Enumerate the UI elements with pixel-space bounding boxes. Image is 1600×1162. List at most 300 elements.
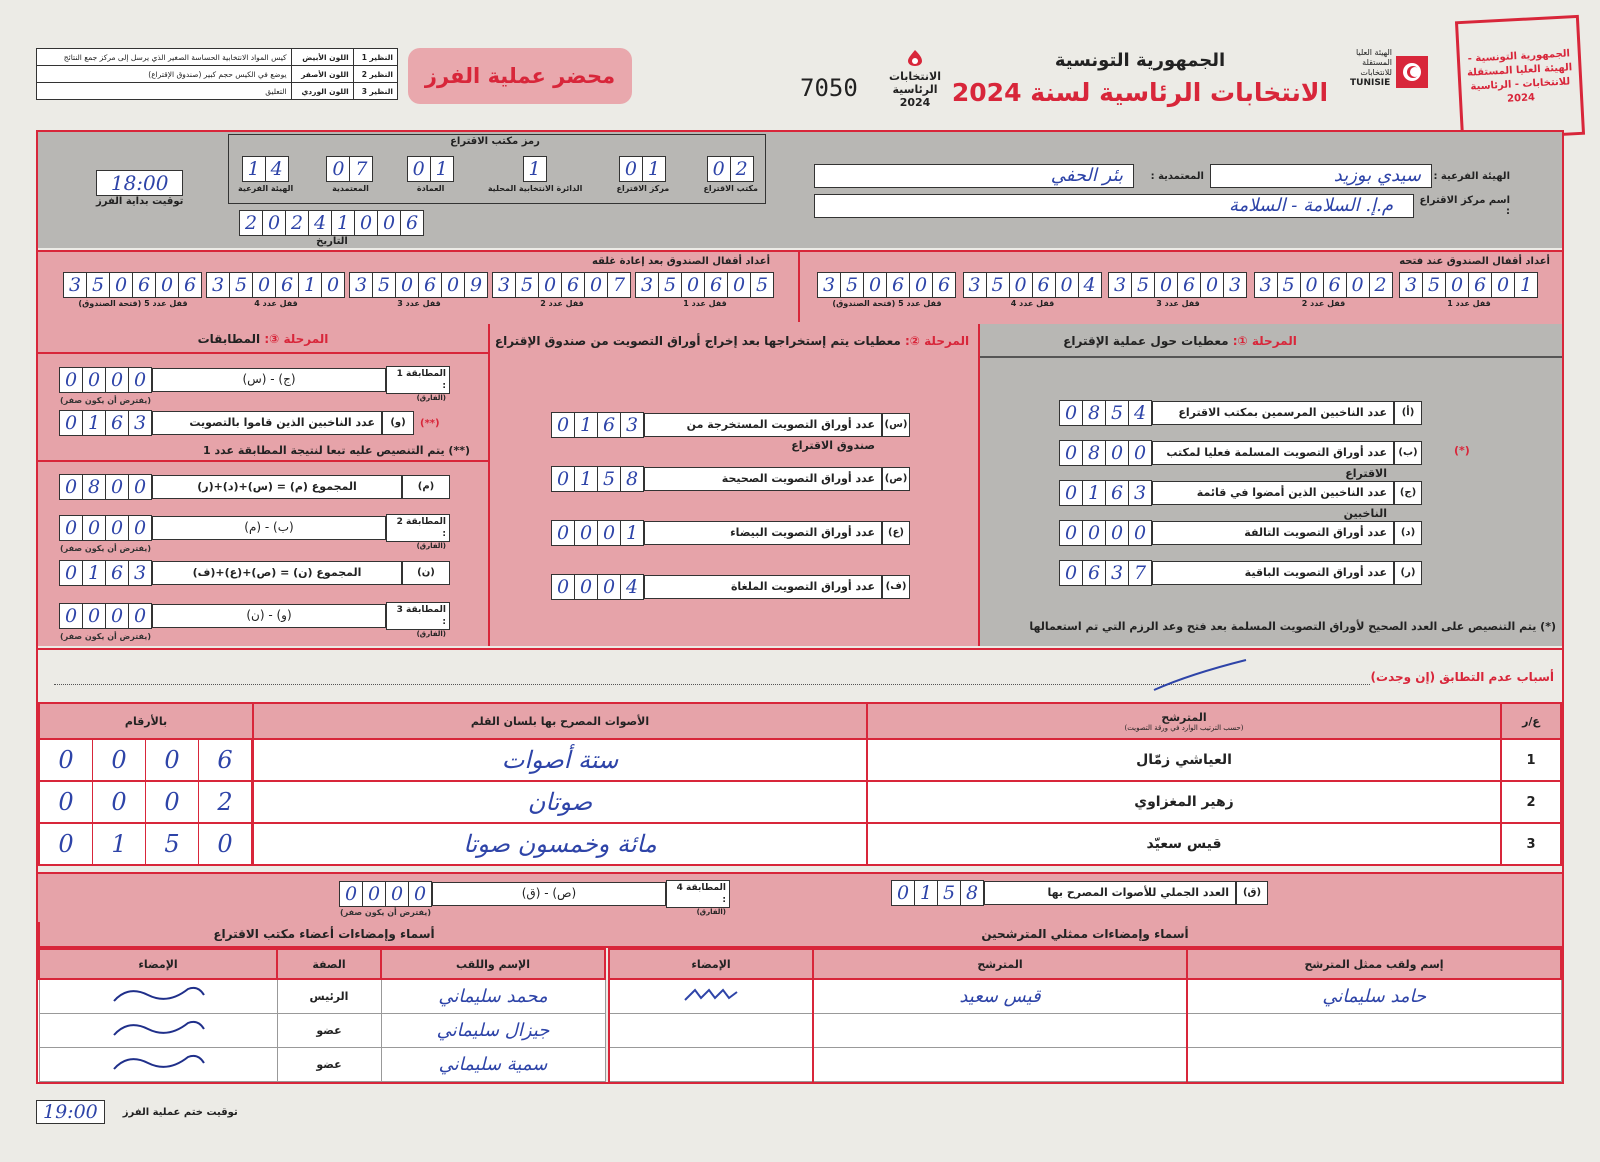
stage3-title-text: المطابقات <box>197 332 261 346</box>
form-title-banner <box>408 48 632 104</box>
code-value <box>617 156 670 182</box>
digit-box: 1 <box>298 272 322 298</box>
official-stamp <box>1455 15 1585 141</box>
digit-box: 5 <box>937 880 961 906</box>
stage-row-value <box>552 466 644 492</box>
code-label: مركز الاقتراع <box>616 184 670 193</box>
rep-name: حامد سليماني <box>1187 979 1561 1013</box>
code-field <box>617 156 670 193</box>
totals-row <box>38 872 1562 924</box>
digit-box: 3 <box>817 272 841 298</box>
digit-box: 0 <box>362 881 386 907</box>
stage2-title-text: معطيات يتم إستخراجها بعد إخراج أوراق التصويت من صندوق الإقتراع <box>494 334 901 348</box>
digit-box: 1 <box>242 156 266 182</box>
seals-close <box>64 272 774 308</box>
digit-box: 6 <box>1082 560 1106 586</box>
center-value: م.إ. السلامة - السلامة <box>814 194 1414 218</box>
digit-box: 1 <box>574 412 598 438</box>
copy-row <box>37 49 398 66</box>
seal-field <box>1255 272 1393 308</box>
result-row <box>39 823 1561 865</box>
code-value <box>488 156 583 182</box>
digit-box: 0 <box>1300 272 1324 298</box>
match1-note: (يفترض أن يكون صفر) <box>60 396 151 405</box>
result-digit: 0 <box>93 740 146 780</box>
digit-box: 0 <box>538 272 562 298</box>
stage-row <box>1060 440 1422 480</box>
voters-label: عدد الناخبين الذين قاموا بالتصويت <box>152 411 382 435</box>
digit-box: 0 <box>82 603 106 629</box>
seal-value <box>350 272 488 298</box>
digit-box: 6 <box>597 412 621 438</box>
stage-row-key: (ص) <box>882 467 910 491</box>
code-label: مكتب الاقتراع <box>703 184 758 193</box>
total-votes-label: العدد الجملي للأصوات المصرح بها <box>984 881 1236 905</box>
digit-box: 0 <box>377 210 401 236</box>
voters-mark: (**) <box>420 417 440 429</box>
members-col-1: الصفة <box>277 949 381 979</box>
form-number: 7050 <box>800 74 858 102</box>
digit-box: 3 <box>128 410 152 436</box>
digit-box: 1 <box>430 156 454 182</box>
digit-box: 6 <box>105 560 129 586</box>
stage2-title <box>492 334 972 348</box>
member-row <box>39 979 605 1014</box>
digit-box: 0 <box>1059 440 1083 466</box>
date-label: التاريخ <box>316 236 348 247</box>
result-candidate: قيس سعيّد <box>867 823 1501 865</box>
digit-box: 0 <box>1445 272 1469 298</box>
copies-table <box>36 48 398 100</box>
match1-label-box <box>386 366 450 402</box>
digit-box: 1 <box>82 560 106 586</box>
sum-n-formula: المجموع (ن) = (ص)+(ع)+(ف) <box>152 561 402 585</box>
match3-diff: (الفارق) <box>416 630 446 638</box>
stage-row-key: (ف) <box>882 575 910 599</box>
seal-value <box>493 272 631 298</box>
flame-icon <box>906 50 924 66</box>
result-candidate: زهير المغزاوي <box>867 781 1501 823</box>
digit-box: 5 <box>1105 400 1129 426</box>
match4-label: المطابقة 4 : <box>676 883 726 905</box>
result-digit: 0 <box>40 740 93 780</box>
result-words: ستة أصوات <box>253 739 867 781</box>
digit-box: 3 <box>63 272 87 298</box>
digit-box: 0 <box>574 574 598 600</box>
digit-box: 7 <box>607 272 631 298</box>
seal-value <box>64 272 202 298</box>
seal-field <box>493 272 631 308</box>
stage1-title-text: معطيات حول عملية الإقتراع <box>1063 334 1229 348</box>
seals-close-title: أعداد أقفال الصندوق بعد إعادة غلقه <box>591 256 770 267</box>
digit-box: 4 <box>265 156 289 182</box>
copy-num: النظير 1 <box>353 49 397 66</box>
digit-box: 0 <box>128 367 152 393</box>
total-votes-key: (ق) <box>1236 881 1268 905</box>
digit-box: 1 <box>620 520 644 546</box>
isie-logo-ar: الهيئة العليا المستقلة للانتخابات <box>1355 48 1392 77</box>
copy-row <box>37 66 398 83</box>
match4-label-box <box>666 880 730 916</box>
stage-row-value <box>1060 560 1152 586</box>
date-field <box>240 210 424 247</box>
stage-row-label: عدد أوراق التصويت المستخرجة من صندوق الاقتراع <box>644 413 882 437</box>
match2-note: (يفترض أن يكون صفر) <box>60 544 151 553</box>
seal-label: قفل عدد 5 (فتحة الصندوق) <box>832 299 942 308</box>
stage1-prefix: المرحلة ①: <box>1232 334 1297 348</box>
code-field <box>327 156 373 193</box>
digit-box: 3 <box>1128 480 1152 506</box>
stage1-title <box>980 334 1380 348</box>
digit-box: 6 <box>400 210 424 236</box>
digit-box: 0 <box>59 367 83 393</box>
digit-box: 6 <box>275 272 299 298</box>
results-table <box>38 702 1562 866</box>
digit-box: 0 <box>1059 560 1083 586</box>
match3-formula: (و) - (ن) <box>152 604 386 628</box>
rep-candidate <box>813 1013 1187 1047</box>
digit-box: 5 <box>515 272 539 298</box>
digit-box: 3 <box>1223 272 1247 298</box>
rep-signature <box>609 1047 813 1081</box>
digit-box: 2 <box>730 156 754 182</box>
stage-row <box>552 466 910 492</box>
result-candidate: العياشي زمّال <box>867 739 1501 781</box>
digit-box: 6 <box>132 272 156 298</box>
match3-note: (يفترض أن يكون صفر) <box>60 632 151 641</box>
stage-row-value <box>552 574 644 600</box>
result-digit: 1 <box>93 824 146 864</box>
seal-field <box>636 272 774 308</box>
digit-box: 0 <box>1346 272 1370 298</box>
results-col-digits: بالأرقام <box>39 703 253 739</box>
digit-box: 5 <box>372 272 396 298</box>
stage-row-label: عدد الناخبين المرسمين بمكتب الاقتراع <box>1152 401 1394 425</box>
digit-box: 3 <box>206 272 230 298</box>
stage-row-value <box>552 412 644 438</box>
digit-box: 5 <box>1422 272 1446 298</box>
digit-box: 0 <box>128 515 152 541</box>
digit-box: 5 <box>597 466 621 492</box>
sub-authority-label: الهيئة الفرعية : <box>1433 170 1510 182</box>
digit-box: 2 <box>239 210 263 236</box>
result-words: مائة وخمسون صوتا <box>253 823 867 865</box>
code-value <box>238 156 293 182</box>
total-votes-row <box>892 880 1268 906</box>
result-digit: 0 <box>199 824 252 864</box>
digit-box: 0 <box>909 272 933 298</box>
stage-row-label: عدد أوراق التصويت الباقية <box>1152 561 1394 585</box>
stage3-title <box>40 332 486 346</box>
digit-box: 0 <box>59 474 83 500</box>
rep-candidate <box>813 1047 1187 1081</box>
results-col-candidate <box>867 703 1501 739</box>
stage-row-label: عدد الناخبين الذين أمضوا في قائمة الناخبين <box>1152 481 1394 505</box>
stage2-rows <box>552 412 910 628</box>
digit-box: 0 <box>1491 272 1515 298</box>
result-row <box>39 739 1561 781</box>
digit-box: 1 <box>914 880 938 906</box>
stage-row-key: (د) <box>1394 521 1422 545</box>
match4-note: (يفترض أن يكون صفر) <box>340 908 431 917</box>
digit-box: 1 <box>82 410 106 436</box>
digit-box: 0 <box>619 156 643 182</box>
result-words: صوتان <box>253 781 867 823</box>
match2-formula: (ب) - (م) <box>152 516 386 540</box>
digit-box: 0 <box>574 520 598 546</box>
digit-box: 6 <box>1177 272 1201 298</box>
digit-box: 5 <box>986 272 1010 298</box>
match3-digits <box>60 603 152 629</box>
digit-box: 0 <box>681 272 705 298</box>
seal-field <box>1400 272 1538 308</box>
copy-color: اللون الأبيض <box>291 49 353 66</box>
digit-box: 0 <box>105 515 129 541</box>
sub-authority-value: سيدي بوزيد <box>1210 164 1432 188</box>
stage-row <box>1060 480 1422 520</box>
digit-box: 0 <box>597 574 621 600</box>
result-digit: 0 <box>40 824 93 864</box>
seal-value <box>1109 272 1247 298</box>
stage3-prefix: المرحلة ③: <box>264 332 329 346</box>
copy-color: اللون الأصفر <box>291 66 353 83</box>
member-row <box>39 1014 605 1048</box>
digit-box: 2 <box>1369 272 1393 298</box>
code-field <box>238 156 293 193</box>
rep-row <box>609 1047 1561 1081</box>
stage1-rows <box>1060 400 1422 600</box>
digit-box: 0 <box>395 272 419 298</box>
seals-open-title: أعداد أقفال الصندوق عند فتحه <box>1399 256 1550 267</box>
isie-logo-fr: TUNISIE <box>1350 78 1391 88</box>
republic-title: الجمهورية التونسية <box>1054 50 1226 71</box>
match2-label: المطابقة 2 : <box>396 517 446 539</box>
reps-col-0: إسم ولقب ممثل المترشح <box>1187 949 1561 979</box>
member-signature <box>39 1014 277 1048</box>
digit-box: 4 <box>620 574 644 600</box>
member-name: سمية سليماني <box>381 1048 605 1082</box>
rep-signature <box>609 979 813 1013</box>
total-votes-digits <box>892 880 984 906</box>
stage-row-value <box>1060 400 1152 426</box>
digit-box: 1 <box>523 156 547 182</box>
seal-field <box>207 272 345 308</box>
digit-box: 9 <box>464 272 488 298</box>
result-digits <box>39 781 253 823</box>
reps-table <box>608 948 1562 1082</box>
digit-box: 0 <box>1128 440 1152 466</box>
election-logo-text: الانتخابات الرئاسية 2024 <box>889 70 941 109</box>
result-digit: 2 <box>199 782 252 822</box>
stage-row-key: (ع) <box>882 521 910 545</box>
digit-box: 0 <box>1055 272 1079 298</box>
digit-box: 0 <box>155 272 179 298</box>
signature-icon <box>108 1015 208 1043</box>
stage-row-label: عدد أوراق التصويت البيضاء <box>644 521 882 545</box>
digit-box: 0 <box>59 603 83 629</box>
result-digit: 0 <box>146 782 199 822</box>
digit-box: 5 <box>1131 272 1155 298</box>
rep-candidate: قيس سعيد <box>813 979 1187 1013</box>
isie-logo <box>1350 48 1430 106</box>
digit-box: 0 <box>326 156 350 182</box>
digit-box: 1 <box>642 156 666 182</box>
digit-box: 0 <box>105 603 129 629</box>
match3-label-box <box>386 602 450 638</box>
digit-box: 0 <box>59 560 83 586</box>
election-logo <box>884 50 946 112</box>
copy-dest: يوضع في الكيس حجم كبير (صندوق الإقتراع) <box>37 66 292 83</box>
delegation-label: المعتمدية : <box>1150 170 1204 182</box>
digit-box: 1 <box>574 466 598 492</box>
stage-row-key: (ج) <box>1394 481 1422 505</box>
reps-title: أسماء وإمضاءات ممثلي المترشحين <box>608 922 1562 948</box>
digit-box: 0 <box>105 367 129 393</box>
stage-row-label: عدد أوراق التصويت الملغاة <box>644 575 882 599</box>
digit-box: 0 <box>551 412 575 438</box>
digit-box: 3 <box>635 272 659 298</box>
digit-box: 7 <box>349 156 373 182</box>
digit-box: 8 <box>620 466 644 492</box>
center-label: اسم مركز الاقتراع : <box>1419 195 1510 217</box>
sum-m-formula: المجموع (م) = (س)+(د)+(ر) <box>152 475 402 499</box>
digit-box: 2 <box>285 210 309 236</box>
digit-box: 3 <box>1399 272 1423 298</box>
seal-label: قفل عدد 4 <box>1010 299 1055 308</box>
results-col-candidate-sub: (حسب الترتيب الوارد في ورقة التصويت) <box>1124 723 1244 732</box>
digit-box: 3 <box>620 412 644 438</box>
member-name: جيزال سليماني <box>381 1014 605 1048</box>
digit-box: 0 <box>1105 520 1129 546</box>
end-time <box>36 1100 238 1124</box>
digit-box: 0 <box>551 520 575 546</box>
member-name: محمد سليماني <box>381 979 605 1014</box>
result-digit: 6 <box>199 740 252 780</box>
code-value <box>408 156 454 182</box>
digit-box: 5 <box>1277 272 1301 298</box>
stage-row <box>1060 400 1422 426</box>
member-row <box>39 1048 605 1082</box>
digit-box: 0 <box>727 272 751 298</box>
code-label: الهيئة الفرعية <box>238 184 294 193</box>
result-num: 2 <box>1501 781 1561 823</box>
digit-box: 1 <box>1082 480 1106 506</box>
seal-value <box>207 272 345 298</box>
result-row <box>39 781 1561 823</box>
end-time-value: 19:00 <box>36 1100 105 1124</box>
code-field <box>488 156 583 193</box>
seal-field <box>350 272 488 308</box>
digit-box: 0 <box>128 603 152 629</box>
digit-box: 6 <box>178 272 202 298</box>
stage-row-key: (ر) <box>1394 561 1422 585</box>
digit-box: 0 <box>59 515 83 541</box>
copy-row <box>37 83 398 100</box>
digit-box: 5 <box>750 272 774 298</box>
digit-box: 8 <box>960 880 984 906</box>
stage1-note: (*) يتم التنصيص على العدد الصحيح لأوراق التصويت المسلمة بعد فتح وعد الرزم التي تم استعمالها <box>1029 620 1556 633</box>
election-title: الانتخابات الرئاسية لسنة 2024 <box>951 78 1329 107</box>
voters-digits <box>60 410 152 436</box>
member-role: عضو <box>277 1048 381 1082</box>
sub-authority-field <box>1210 164 1510 188</box>
code-field <box>408 156 454 193</box>
stage-row-key: (أ) <box>1394 401 1422 425</box>
digit-box: 6 <box>1032 272 1056 298</box>
stage-row <box>1060 560 1422 586</box>
digit-box: 7 <box>1128 560 1152 586</box>
stage-row-value <box>552 520 644 546</box>
code-value <box>327 156 373 182</box>
match4-formula: (ص) - (ق) <box>432 882 666 906</box>
code-title: رمز مكتب الاقتراع <box>450 136 540 147</box>
digit-box: 0 <box>1009 272 1033 298</box>
copy-color: اللون الوردي <box>291 83 353 100</box>
center-field <box>814 194 1510 218</box>
digit-box: 5 <box>840 272 864 298</box>
stage-row-key: (ب) <box>1394 441 1422 465</box>
result-digit: 0 <box>146 740 199 780</box>
seal-label: قفل عدد 1 <box>1447 299 1491 308</box>
sum-m-row <box>60 474 450 500</box>
result-digit: 5 <box>146 824 199 864</box>
start-time-label: توقيت بداية الفرز <box>96 196 184 207</box>
delegation-field <box>814 164 1204 188</box>
rep-row <box>609 1013 1561 1047</box>
digit-box: 4 <box>308 210 332 236</box>
digit-box: 0 <box>1200 272 1224 298</box>
stage-row-value <box>1060 480 1152 506</box>
digit-box: 3 <box>128 560 152 586</box>
digit-box: 0 <box>1154 272 1178 298</box>
sum-n-row <box>60 560 450 586</box>
stamp-text: الجمهورية التونسية - الهيئة العليا المستقلة للانتخابات - الرئاسية 2024 <box>1466 48 1573 105</box>
digit-box: 0 <box>82 515 106 541</box>
signature-icon <box>108 981 208 1009</box>
match1-digits <box>60 367 152 393</box>
seal-value <box>1400 272 1538 298</box>
match4-diff: (الفارق) <box>696 908 726 916</box>
digit-box: 6 <box>704 272 728 298</box>
seal-label: قفل عدد 1 <box>683 299 727 308</box>
member-signature <box>39 1048 277 1082</box>
mismatch-strike-icon <box>1150 656 1250 696</box>
stage-row-label: عدد أوراق التصويت المسلمة فعليا لمكتب الاقتراع <box>1152 441 1394 465</box>
digit-box: 0 <box>109 272 133 298</box>
digit-box: 0 <box>1105 440 1129 466</box>
stage-row <box>552 520 910 546</box>
digit-box: 0 <box>339 881 363 907</box>
digit-box: 6 <box>1323 272 1347 298</box>
digit-box: 0 <box>597 520 621 546</box>
digit-box: 0 <box>407 156 431 182</box>
rep-name <box>1187 1047 1561 1081</box>
form-title: محضر عملية الفرز <box>424 64 616 88</box>
digit-box: 1 <box>1514 272 1538 298</box>
sum-m-digits <box>60 474 152 500</box>
stage-row-label: عدد أوراق التصويت الصحيحة <box>644 467 882 491</box>
digit-box: 0 <box>128 474 152 500</box>
digit-box: 0 <box>82 367 106 393</box>
digit-box: 6 <box>1105 480 1129 506</box>
digit-box: 0 <box>262 210 286 236</box>
seal-label: قفل عدد 3 <box>397 299 441 308</box>
digit-box: 3 <box>1105 560 1129 586</box>
tunisia-flag-icon <box>1396 56 1428 88</box>
digit-box: 3 <box>963 272 987 298</box>
match2-label-box <box>386 514 450 550</box>
digit-box: 0 <box>408 881 432 907</box>
